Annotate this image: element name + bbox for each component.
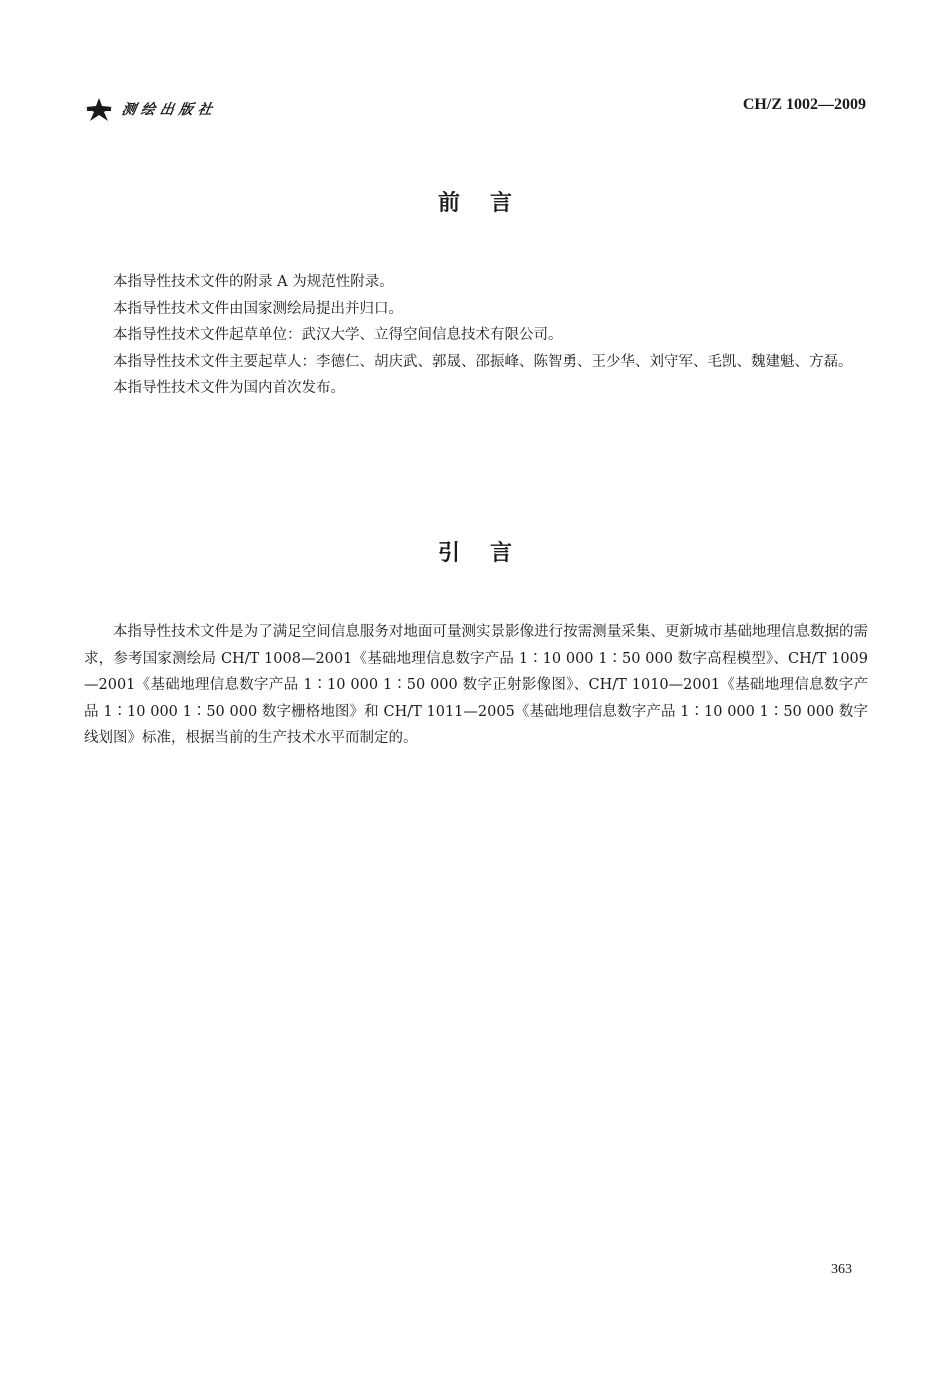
preface-paragraph: 本指导性技术文件主要起草人：李德仁、胡庆武、郭晟、邵振峰、陈智勇、王少华、刘守军、毛凯、魏建魁、方磊。 [113, 353, 853, 370]
preface-body [84, 269, 868, 402]
standard-code: CH/Z 1002—2009 [742, 96, 866, 113]
publisher-logo-icon [84, 96, 114, 122]
preface-paragraph: 本指导性技术文件的附录 A 为规范性附录。 [113, 274, 394, 290]
publisher [84, 96, 217, 122]
preface-paragraph: 本指导性技术文件由国家测绘局提出并归口。 [113, 300, 403, 317]
introduction-title: 引言 [437, 541, 542, 566]
preface-paragraph: 本指导性技术文件起草单位：武汉大学、立得空间信息技术有限公司。 [113, 327, 563, 343]
introduction-paragraph: 本指导性技术文件是为了满足空间信息服务对地面可量测实景影像进行按需测量采集、更新城市基础地理信息数据的需求，参考国家测绘局 CH/T 1008—2001《基础地理信息数字产品 1∶10 000 1∶50 000 数字高程模型》、CH/T 1009—2001《基础地理信息数字产品 1∶10 000 1∶50 000 数字正射影像图》、CH/T 1010—2001《基础地理信息数字产品 1∶10 000 1∶50 000 数字栅格地图》和 CH/T 1011—2005《基础地理信息数字产品 1∶10 000 1∶50 000 数字线划图》标准，根据当前的生产技术水平而制定的。 [84, 624, 868, 746]
introduction-body [84, 619, 868, 752]
page-number: 363 [831, 1262, 852, 1277]
page-header [84, 96, 866, 126]
preface-paragraph: 本指导性技术文件为国内首次发布。 [113, 380, 345, 396]
publisher-name: 测绘出版社 [120, 102, 219, 118]
preface-title: 前言 [437, 191, 542, 216]
